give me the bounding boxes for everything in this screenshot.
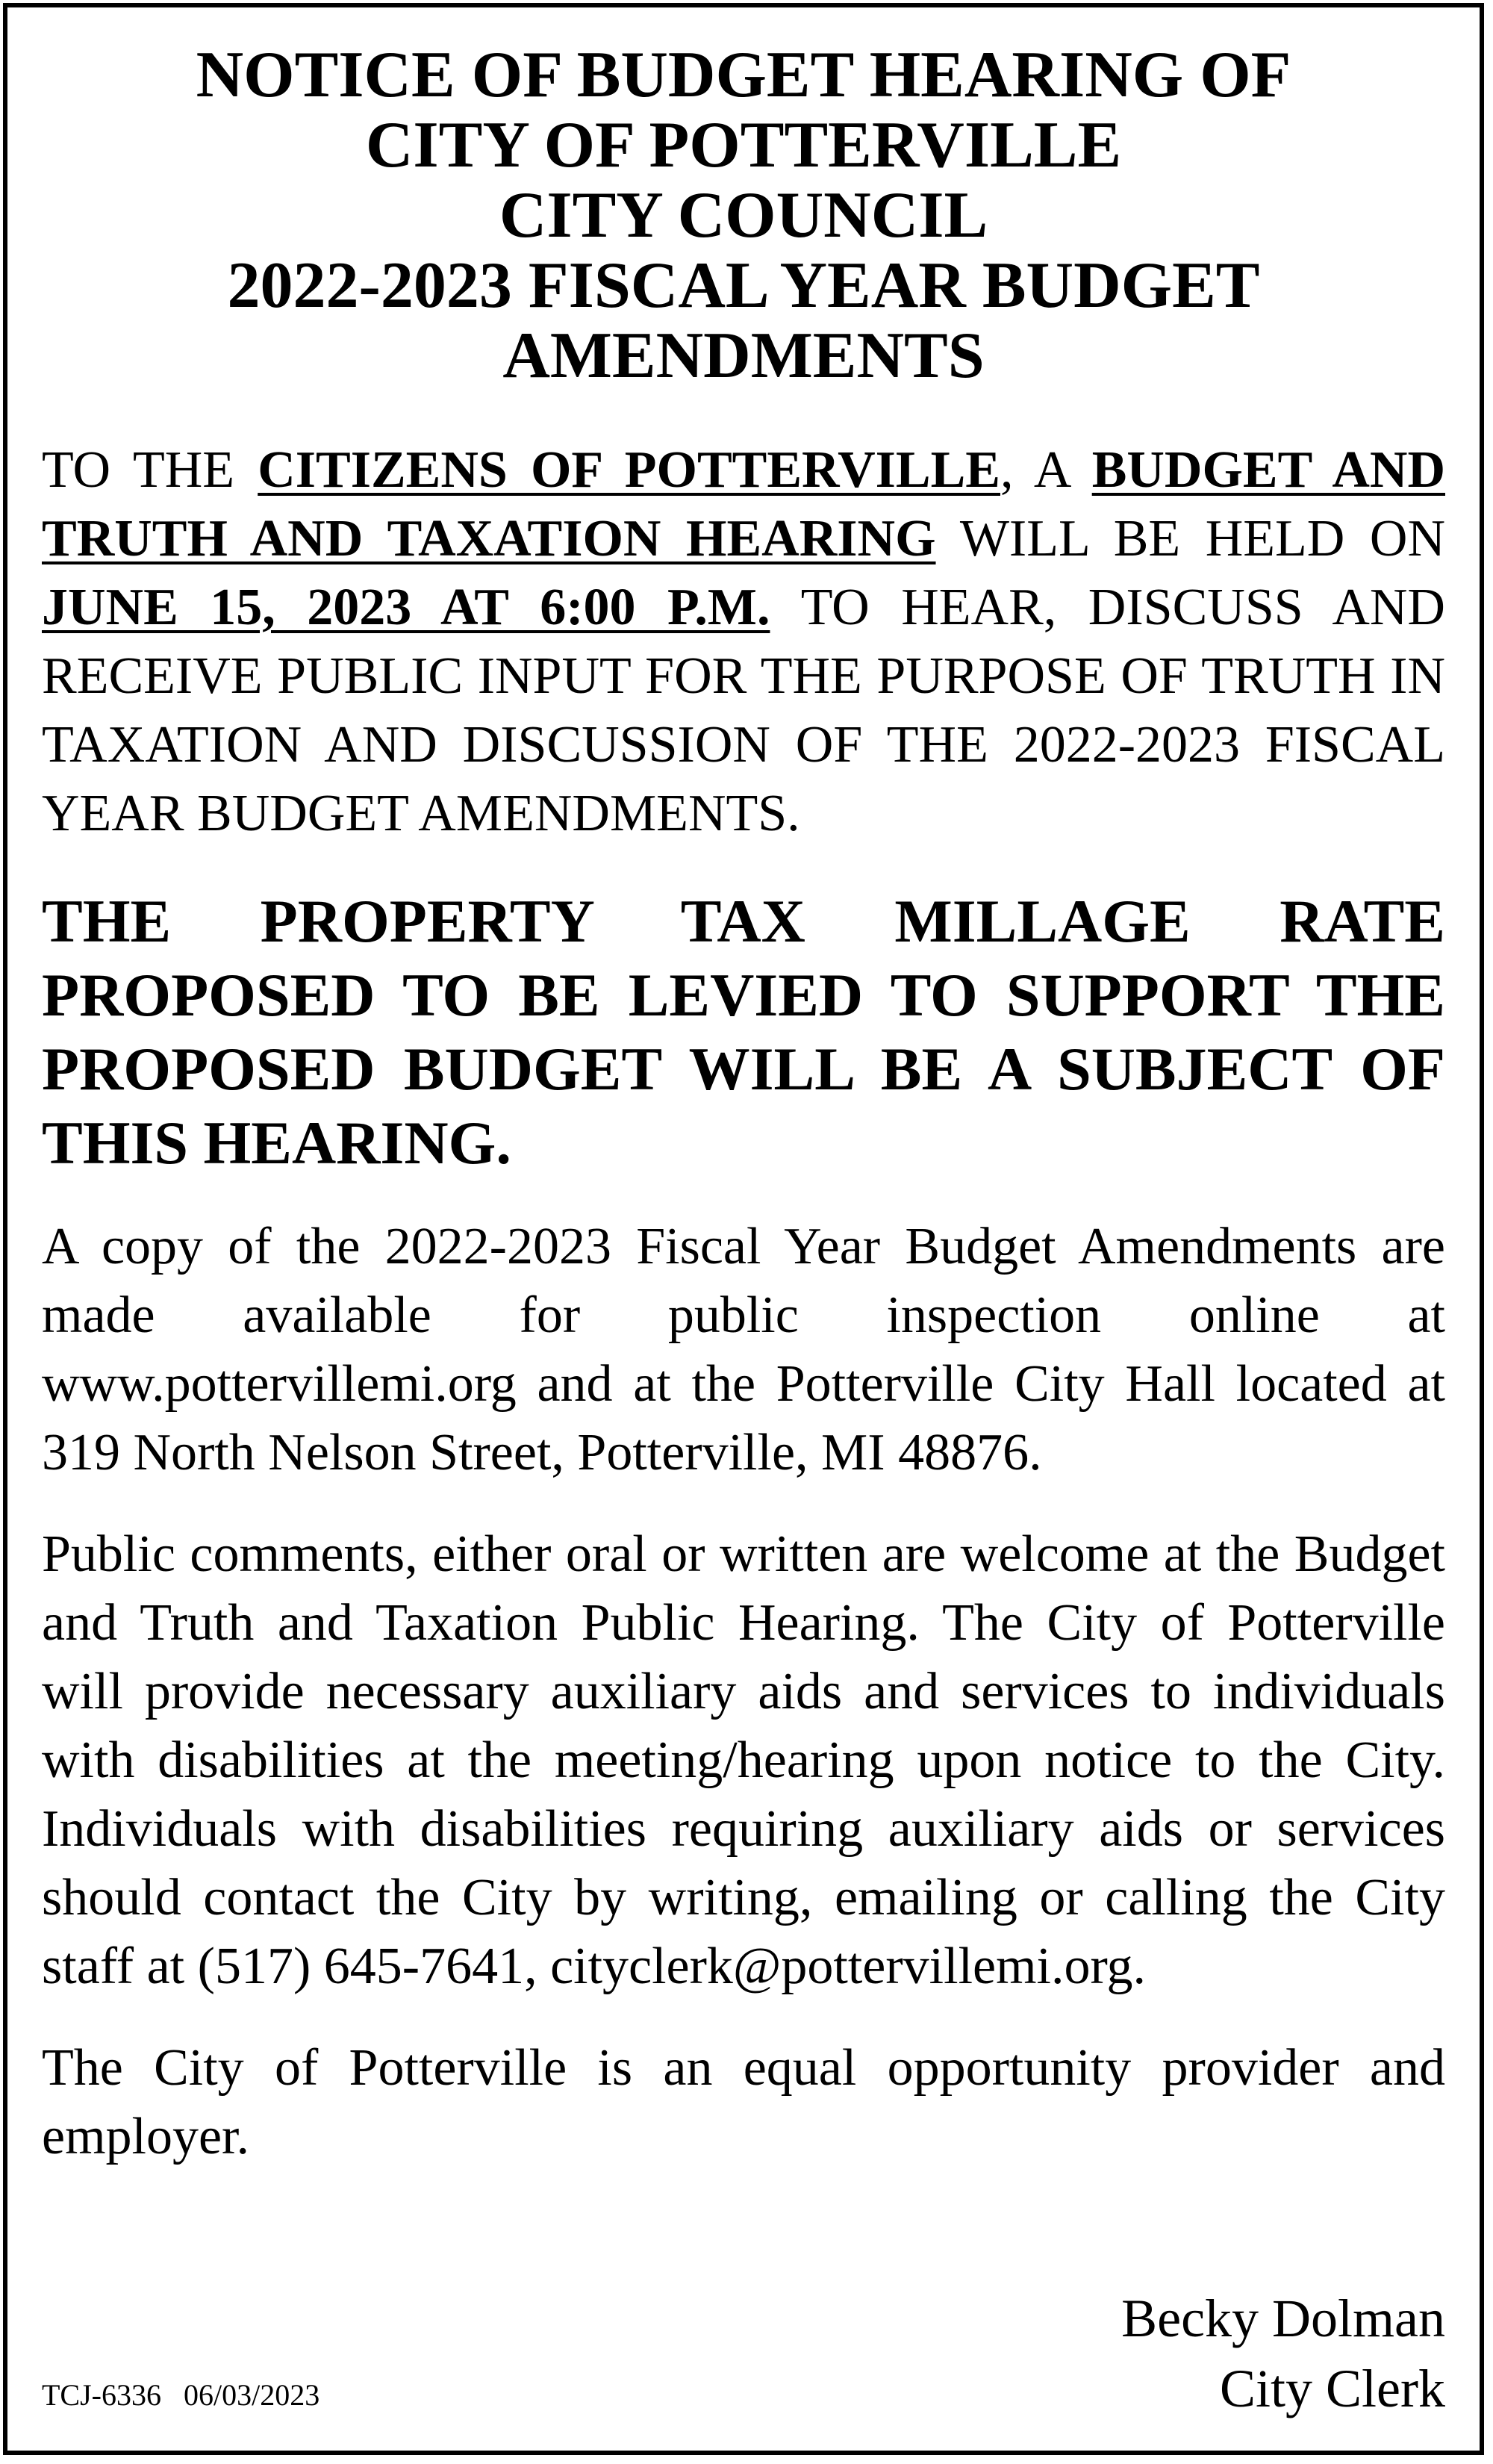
hearing-name-emphasis: BUDGET AND TRUTH AND TAXATION HEARING [42,441,1446,567]
notice-footer [42,2274,1445,2424]
intro-text-1: TO THE [42,441,258,499]
intro-text-4: TO HEAR, DISCUSS AND RECEIVE PUBLIC INPUT FOR THE PURPOSE OF TRUTH IN TAXATION AND DISCUSSION OF THE 2022-2023 FISCAL YEAR BUDGET AMENDMENTS. [42,579,1445,842]
signature-block [1121,2283,1445,2424]
title-line-5: AMENDMENTS [502,320,985,392]
public-notice [3,3,1484,2455]
publication-reference: TCJ-6336 06/03/2023 [42,2378,320,2412]
availability-paragraph: A copy of the 2022-2023 Fiscal Year Budget Amendments are made available for public inspection online at www.pottervillemi.org and at the Potterville City Hall located at 319 North Nelson Street, Potterville, MI 48876. [42,1218,1445,1481]
public-comments-paragraph: Public comments, either oral or written are welcome at the Budget and Truth and Taxation Public Hearing. The City of Potterville will provide necessary auxiliary aids and services to individuals with disabilities at the meeting/hearing upon notice to the City. Individuals with disabilities requiring auxiliary aids or services should contact the City by writing, emailing or calling the City staff at (517) 645-7641, cityclerk@pottervillemi.org. [42,1525,1445,1995]
hearing-datetime: JUNE 15, 2023 AT 6:00 P.M. [42,579,770,636]
millage-notice: THE PROPERTY TAX MILLAGE RATE PROPOSED TO BE LEVIED TO SUPPORT THE PROPOSED BUDGET WILL BE A SUBJECT OF THIS HEARING. [42,887,1445,1177]
intro-text-3: WILL BE HELD ON [935,510,1445,567]
signer-name: Becky Dolman [1121,2289,1445,2348]
equal-opportunity-statement: The City of Potterville is an equal opportunity provider and employer. [42,2039,1445,2165]
intro-paragraph [42,436,1445,848]
signer-title: City Clerk [1220,2359,1445,2418]
notice-title [42,40,1445,391]
title-line-4: 2022-2023 FISCAL YEAR BUDGET [227,249,1260,322]
title-line-2: CITY OF POTTERVILLE [365,109,1122,181]
intro-text-2: , A [1000,441,1092,499]
title-line-1: NOTICE OF BUDGET HEARING OF [196,39,1291,111]
title-line-3: CITY COUNCIL [499,179,988,252]
citizens-emphasis: CITIZENS OF POTTERVILLE [258,441,1000,499]
